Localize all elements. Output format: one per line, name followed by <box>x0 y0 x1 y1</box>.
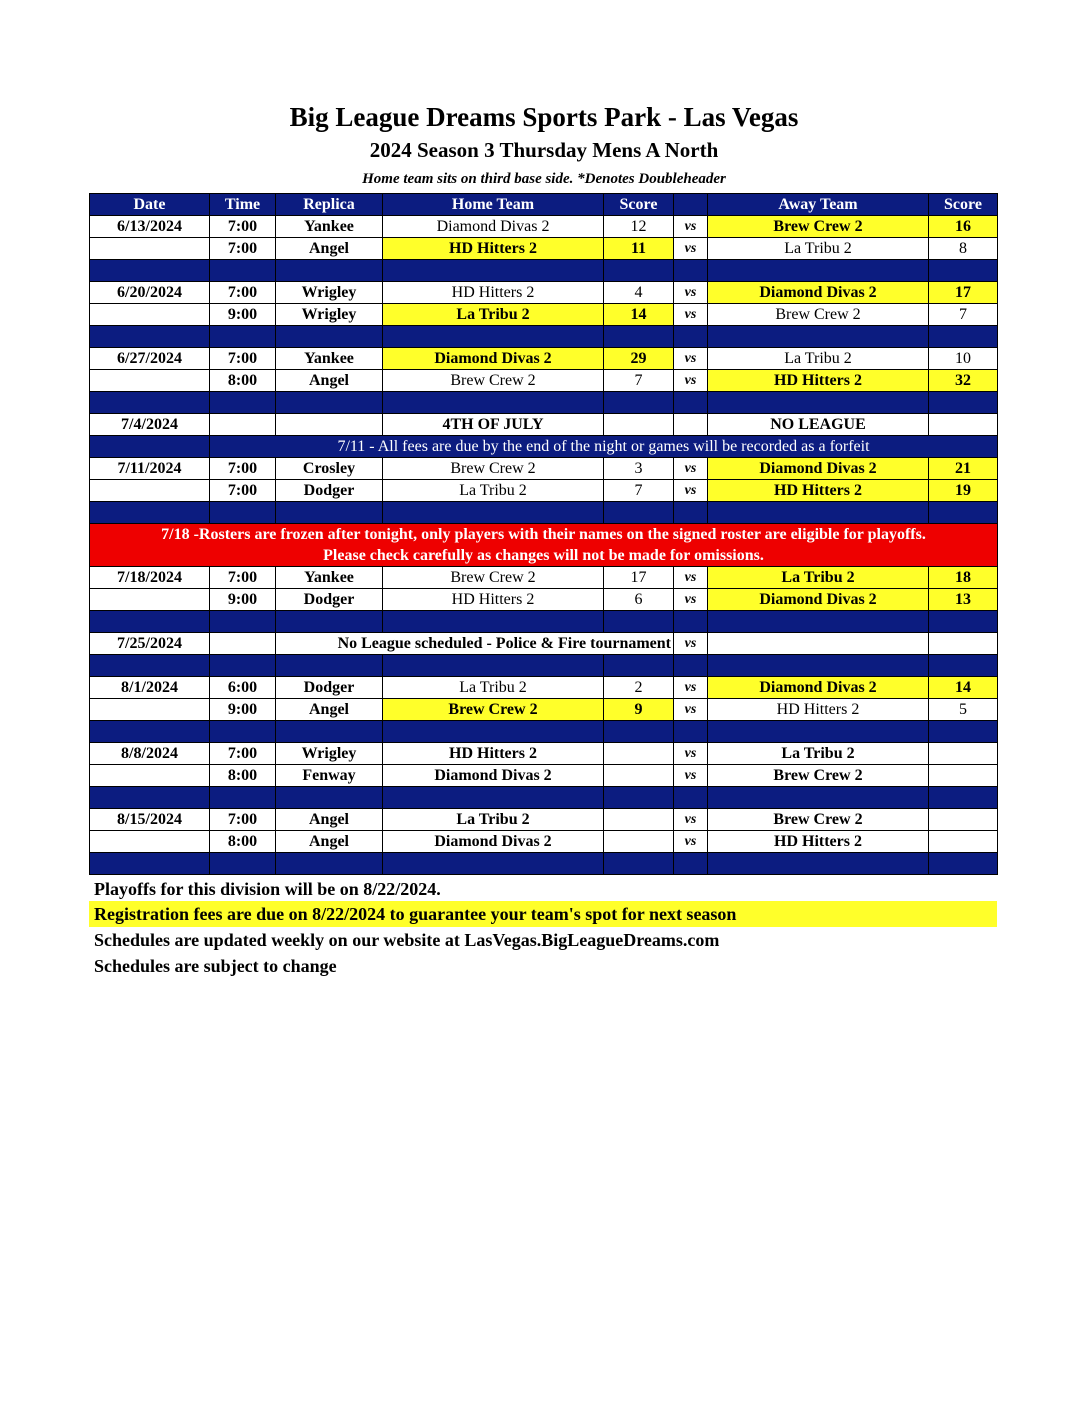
time-cell: 7:00 <box>210 348 276 370</box>
separator-row <box>90 326 998 348</box>
separator-row <box>90 853 998 875</box>
home-score-cell: 7 <box>604 480 674 502</box>
replica-cell: Angel <box>276 809 383 831</box>
home-team-cell: Brew Crew 2 <box>383 370 604 392</box>
vs-cell: vs <box>674 282 708 304</box>
replica-cell <box>276 414 383 436</box>
separator-cell <box>210 721 276 743</box>
replica-cell: Dodger <box>276 589 383 611</box>
separator-cell <box>604 502 674 524</box>
game-row <box>90 589 998 611</box>
separator-cell <box>929 721 998 743</box>
column-header-home-team: Home Team <box>383 194 604 216</box>
separator-cell <box>276 655 383 677</box>
schedule-table <box>89 193 998 875</box>
vs-cell: vs <box>674 699 708 721</box>
time-cell: 8:00 <box>210 370 276 392</box>
home-team-cell: Diamond Divas 2 <box>383 831 604 853</box>
separator-cell <box>90 326 210 348</box>
notice-text: 7/11 - All fees are due by the end of the night or games will be recorded as a forfeit <box>210 436 998 458</box>
separator-cell <box>383 502 604 524</box>
upcoming-game-row <box>90 743 998 765</box>
separator-cell <box>210 260 276 282</box>
separator-cell <box>276 502 383 524</box>
separator-cell <box>929 611 998 633</box>
date-cell <box>90 831 210 853</box>
time-cell: 8:00 <box>210 765 276 787</box>
home-score-cell <box>604 414 674 436</box>
game-row <box>90 480 998 502</box>
away-team-cell: HD Hitters 2 <box>708 831 929 853</box>
separator-cell <box>210 655 276 677</box>
separator-cell <box>674 787 708 809</box>
separator-cell <box>929 326 998 348</box>
vs-cell: vs <box>674 765 708 787</box>
date-cell: 8/15/2024 <box>90 809 210 831</box>
away-score-cell: 18 <box>929 567 998 589</box>
time-cell: 9:00 <box>210 589 276 611</box>
separator-cell <box>708 853 929 875</box>
vs-cell: vs <box>674 348 708 370</box>
vs-cell: vs <box>674 677 708 699</box>
home-team-cell: Brew Crew 2 <box>383 567 604 589</box>
date-cell: 7/18/2024 <box>90 567 210 589</box>
home-team-cell: La Tribu 2 <box>383 677 604 699</box>
separator-cell <box>929 853 998 875</box>
date-cell <box>90 480 210 502</box>
replica-cell: Yankee <box>276 216 383 238</box>
separator-row <box>90 502 998 524</box>
away-score-cell <box>929 633 998 655</box>
vs-cell: vs <box>674 304 708 326</box>
time-cell: 6:00 <box>210 677 276 699</box>
separator-cell <box>929 392 998 414</box>
away-score-cell: 21 <box>929 458 998 480</box>
table-header-row <box>90 194 998 216</box>
separator-cell <box>708 655 929 677</box>
game-row <box>90 304 998 326</box>
separator-cell <box>708 260 929 282</box>
date-cell: 6/13/2024 <box>90 216 210 238</box>
column-header-away-score: Score <box>929 194 998 216</box>
home-score-cell <box>604 743 674 765</box>
separator-row <box>90 611 998 633</box>
home-score-cell: 7 <box>604 370 674 392</box>
home-score-cell: 6 <box>604 589 674 611</box>
alert-line-1: 7/18 -Rosters are frozen after tonight, only players with their names on the signed roster are eligible for playoffs. <box>161 526 926 543</box>
date-cell: 7/4/2024 <box>90 414 210 436</box>
date-cell <box>90 304 210 326</box>
separator-cell <box>210 853 276 875</box>
date-cell: 8/8/2024 <box>90 743 210 765</box>
separator-cell <box>90 260 210 282</box>
separator-cell <box>929 260 998 282</box>
separator-cell <box>674 502 708 524</box>
separator-cell <box>604 326 674 348</box>
home-team-cell: La Tribu 2 <box>383 480 604 502</box>
replica-cell: Wrigley <box>276 743 383 765</box>
separator-cell <box>929 787 998 809</box>
date-cell <box>90 238 210 260</box>
game-row <box>90 677 998 699</box>
website-note: Schedules are updated weekly on our website at LasVegas.BigLeagueDreams.com <box>94 930 720 950</box>
away-score-cell: 5 <box>929 699 998 721</box>
home-team-cell: Diamond Divas 2 <box>383 765 604 787</box>
upcoming-game-row <box>90 765 998 787</box>
date-cell <box>90 699 210 721</box>
replica-cell: Angel <box>276 370 383 392</box>
away-score-cell <box>929 765 998 787</box>
away-team-cell: Diamond Divas 2 <box>708 458 929 480</box>
date-cell <box>90 370 210 392</box>
separator-cell <box>90 392 210 414</box>
separator-cell <box>708 721 929 743</box>
date-cell <box>90 765 210 787</box>
game-row <box>90 370 998 392</box>
alert-row <box>90 524 998 567</box>
separator-cell <box>604 392 674 414</box>
away-team-cell: Diamond Divas 2 <box>708 282 929 304</box>
away-score-cell <box>929 414 998 436</box>
home-score-cell: 2 <box>604 677 674 699</box>
change-note: Schedules are subject to change <box>94 956 337 976</box>
separator-cell <box>383 853 604 875</box>
separator-cell <box>276 326 383 348</box>
date-cell: 6/27/2024 <box>90 348 210 370</box>
game-row <box>90 216 998 238</box>
away-score-cell: 13 <box>929 589 998 611</box>
time-cell <box>210 414 276 436</box>
away-team-cell: La Tribu 2 <box>708 238 929 260</box>
separator-cell <box>210 326 276 348</box>
schedule-note: Home team sits on third base side. *Denotes Doubleheader <box>362 171 726 187</box>
column-header-away-team: Away Team <box>708 194 929 216</box>
vs-cell <box>674 414 708 436</box>
away-score-cell: 19 <box>929 480 998 502</box>
notice-row <box>90 436 998 458</box>
separator-cell <box>604 655 674 677</box>
date-cell: 8/1/2024 <box>90 677 210 699</box>
separator-cell <box>383 326 604 348</box>
alert-line-2: Please check carefully as changes will not be made for omissions. <box>323 547 764 564</box>
home-score-cell: 3 <box>604 458 674 480</box>
home-team-cell: HD Hitters 2 <box>383 743 604 765</box>
home-team-cell: Diamond Divas 2 <box>383 216 604 238</box>
away-score-cell: 10 <box>929 348 998 370</box>
home-score-cell <box>604 765 674 787</box>
separator-cell <box>276 853 383 875</box>
home-score-cell: 17 <box>604 567 674 589</box>
separator-cell <box>708 502 929 524</box>
time-cell: 8:00 <box>210 831 276 853</box>
away-team-cell <box>708 633 929 655</box>
vs-cell: vs <box>674 589 708 611</box>
separator-row <box>90 787 998 809</box>
time-cell: 7:00 <box>210 567 276 589</box>
home-score-cell: 9 <box>604 699 674 721</box>
separator-cell <box>210 787 276 809</box>
tournament-row <box>90 633 998 655</box>
away-score-cell <box>929 743 998 765</box>
away-team-cell: HD Hitters 2 <box>708 699 929 721</box>
separator-cell <box>383 655 604 677</box>
home-team-cell: HD Hitters 2 <box>383 238 604 260</box>
home-team-cell: HD Hitters 2 <box>383 589 604 611</box>
time-cell: 7:00 <box>210 238 276 260</box>
separator-cell <box>604 260 674 282</box>
separator-cell <box>708 392 929 414</box>
home-score-cell: 29 <box>604 348 674 370</box>
page-title: Big League Dreams Sports Park - Las Vegas <box>289 102 799 132</box>
away-score-cell: 32 <box>929 370 998 392</box>
home-score-cell <box>604 831 674 853</box>
date-cell: 6/20/2024 <box>90 282 210 304</box>
separator-row <box>90 260 998 282</box>
separator-cell <box>276 611 383 633</box>
away-team-cell: Brew Crew 2 <box>708 809 929 831</box>
separator-cell <box>708 611 929 633</box>
column-header-replica: Replica <box>276 194 383 216</box>
vs-cell: vs <box>674 809 708 831</box>
separator-cell <box>276 721 383 743</box>
separator-cell <box>90 721 210 743</box>
game-row <box>90 567 998 589</box>
separator-row <box>90 392 998 414</box>
separator-cell <box>210 611 276 633</box>
away-team-cell: HD Hitters 2 <box>708 370 929 392</box>
separator-cell <box>604 611 674 633</box>
date-cell <box>90 589 210 611</box>
vs-cell: vs <box>674 458 708 480</box>
replica-cell: Yankee <box>276 567 383 589</box>
game-row <box>90 348 998 370</box>
home-team-cell: Brew Crew 2 <box>383 699 604 721</box>
away-team-cell: Brew Crew 2 <box>708 765 929 787</box>
separator-cell <box>674 326 708 348</box>
time-cell: 7:00 <box>210 458 276 480</box>
separator-row <box>90 721 998 743</box>
vs-cell: vs <box>674 567 708 589</box>
separator-cell <box>383 721 604 743</box>
away-score-cell: 14 <box>929 677 998 699</box>
replica-cell: Angel <box>276 699 383 721</box>
away-score-cell: 7 <box>929 304 998 326</box>
separator-cell <box>929 655 998 677</box>
upcoming-game-row <box>90 831 998 853</box>
time-cell: 7:00 <box>210 282 276 304</box>
away-score-cell <box>929 831 998 853</box>
home-team-cell: La Tribu 2 <box>383 304 604 326</box>
away-team-cell: Diamond Divas 2 <box>708 589 929 611</box>
separator-cell <box>674 721 708 743</box>
holiday-label: 4TH OF JULY <box>383 414 604 436</box>
game-row <box>90 699 998 721</box>
time-cell: 7:00 <box>210 480 276 502</box>
schedule-body <box>90 216 998 875</box>
separator-cell <box>383 787 604 809</box>
home-score-cell: 4 <box>604 282 674 304</box>
date-cell: 7/11/2024 <box>90 458 210 480</box>
separator-cell <box>708 787 929 809</box>
vs-cell: vs <box>674 633 708 655</box>
column-header-date: Date <box>90 194 210 216</box>
away-team-cell: Diamond Divas 2 <box>708 677 929 699</box>
separator-cell <box>604 787 674 809</box>
page-subtitle: 2024 Season 3 Thursday Mens A North <box>369 138 719 162</box>
no-league-label: NO LEAGUE <box>708 414 929 436</box>
away-team-cell: Brew Crew 2 <box>708 216 929 238</box>
game-row <box>90 282 998 304</box>
vs-cell: vs <box>674 831 708 853</box>
column-header-home-score: Score <box>604 194 674 216</box>
home-score-cell <box>604 809 674 831</box>
replica-cell: Crosley <box>276 458 383 480</box>
separator-row <box>90 655 998 677</box>
separator-cell <box>90 502 210 524</box>
registration-note: Registration fees are due on 8/22/2024 to guarantee your team's spot for next season <box>89 901 997 927</box>
replica-cell: Dodger <box>276 480 383 502</box>
separator-cell <box>929 502 998 524</box>
separator-cell <box>604 721 674 743</box>
home-team-cell: Brew Crew 2 <box>383 458 604 480</box>
separator-cell <box>210 392 276 414</box>
home-team-cell: La Tribu 2 <box>383 809 604 831</box>
date-cell: 7/25/2024 <box>90 633 210 655</box>
away-team-cell: La Tribu 2 <box>708 743 929 765</box>
time-cell <box>210 633 276 655</box>
home-score-cell: 12 <box>604 216 674 238</box>
separator-cell <box>276 392 383 414</box>
separator-cell <box>383 392 604 414</box>
separator-cell <box>674 655 708 677</box>
separator-cell <box>210 502 276 524</box>
away-team-cell: La Tribu 2 <box>708 567 929 589</box>
separator-cell <box>276 787 383 809</box>
upcoming-game-row <box>90 809 998 831</box>
separator-cell <box>90 611 210 633</box>
column-header-vs <box>674 194 708 216</box>
away-score-cell: 17 <box>929 282 998 304</box>
time-cell: 7:00 <box>210 216 276 238</box>
home-team-cell: Diamond Divas 2 <box>383 348 604 370</box>
replica-cell: Dodger <box>276 677 383 699</box>
away-team-cell: La Tribu 2 <box>708 348 929 370</box>
away-score-cell: 8 <box>929 238 998 260</box>
vs-cell: vs <box>674 480 708 502</box>
separator-cell <box>674 260 708 282</box>
separator-cell <box>383 260 604 282</box>
vs-cell: vs <box>674 370 708 392</box>
time-cell: 9:00 <box>210 699 276 721</box>
separator-cell <box>708 326 929 348</box>
time-cell: 9:00 <box>210 304 276 326</box>
replica-cell: Wrigley <box>276 282 383 304</box>
home-team-cell: HD Hitters 2 <box>383 282 604 304</box>
vs-cell: vs <box>674 743 708 765</box>
separator-cell <box>90 787 210 809</box>
separator-cell <box>90 655 210 677</box>
time-cell: 7:00 <box>210 743 276 765</box>
away-team-cell: HD Hitters 2 <box>708 480 929 502</box>
separator-cell <box>276 260 383 282</box>
game-row <box>90 238 998 260</box>
away-score-cell <box>929 809 998 831</box>
away-team-cell: Brew Crew 2 <box>708 304 929 326</box>
holiday-row <box>90 414 998 436</box>
separator-cell <box>604 853 674 875</box>
replica-cell: Wrigley <box>276 304 383 326</box>
replica-cell: Fenway <box>276 765 383 787</box>
vs-cell: vs <box>674 216 708 238</box>
separator-cell <box>674 392 708 414</box>
alert-cell <box>90 524 998 567</box>
away-score-cell: 16 <box>929 216 998 238</box>
separator-cell <box>674 611 708 633</box>
tournament-text: No League scheduled - Police & Fire tournament <box>276 633 674 655</box>
replica-cell: Yankee <box>276 348 383 370</box>
replica-cell: Angel <box>276 238 383 260</box>
playoffs-note: Playoffs for this division will be on 8/22/2024. <box>94 879 441 899</box>
separator-cell <box>383 611 604 633</box>
game-row <box>90 458 998 480</box>
home-score-cell: 14 <box>604 304 674 326</box>
home-score-cell: 11 <box>604 238 674 260</box>
time-cell: 7:00 <box>210 809 276 831</box>
separator-cell <box>674 853 708 875</box>
column-header-time: Time <box>210 194 276 216</box>
vs-cell: vs <box>674 238 708 260</box>
replica-cell: Angel <box>276 831 383 853</box>
notice-cell-lead <box>90 436 210 458</box>
separator-cell <box>90 853 210 875</box>
